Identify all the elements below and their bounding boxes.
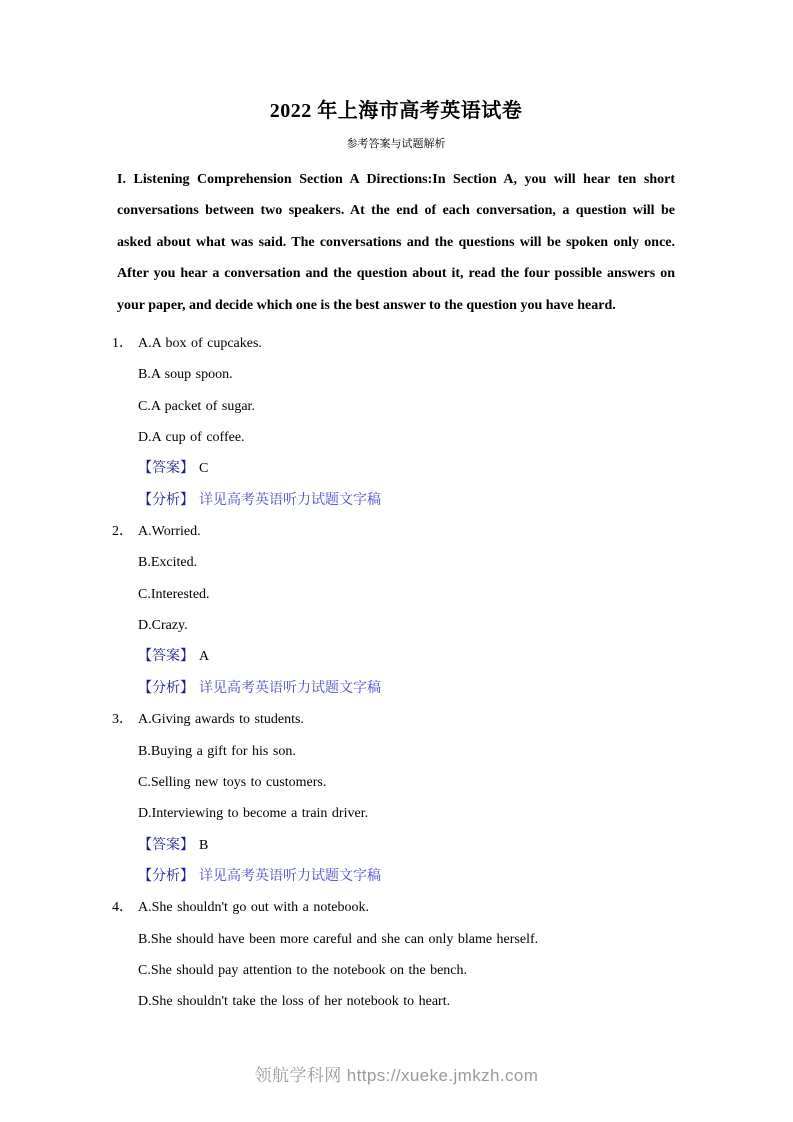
question-1-analysis-link[interactable]: 详见高考英语听力试题文字稿 — [199, 492, 381, 508]
question-4-option-d-line — [117, 986, 675, 1017]
question-2-option-c-line — [117, 579, 675, 610]
question-4-option-c-text: C.She should pay attention to the notebook on the bench. — [138, 962, 468, 978]
question-1-option-c-line — [117, 391, 675, 422]
question-1-option-d-line — [117, 422, 675, 453]
question-3-option-c-line — [117, 767, 675, 798]
question-3-option-b-line — [117, 736, 675, 767]
page-subtitle: 参考答案与试题解析 — [346, 138, 446, 150]
question-3-option-a-text: A.Giving awards to students. — [138, 712, 304, 728]
question-2-answer-line — [117, 641, 675, 672]
question-1-answer-line — [117, 453, 675, 484]
question-list — [112, 328, 675, 1018]
question-3 — [112, 704, 675, 892]
listening-directions-paragraph — [117, 164, 675, 321]
answer-label: 【答案】 — [138, 649, 194, 665]
question-3-option-d-text: D.Interviewing to become a train driver. — [138, 806, 369, 822]
question-3-analysis-link[interactable]: 详见高考英语听力试题文字稿 — [199, 868, 381, 884]
directions-line-2: conversations between two speakers. At the end of each conversation, a question will be — [117, 203, 675, 219]
question-1-option-c-text: C.A packet of sugar. — [138, 398, 255, 414]
question-1-option-b-line — [117, 359, 675, 390]
question-2-option-b-line — [117, 547, 675, 578]
question-4 — [112, 892, 675, 1017]
directions-line-4: After you hear a conversation and the question about it, read the four possible answers on — [117, 266, 675, 282]
question-2-option-d-text: D.Crazy. — [138, 618, 188, 634]
question-4-number: 4． — [112, 900, 133, 916]
question-2-analysis-link[interactable]: 详见高考英语听力试题文字稿 — [199, 680, 381, 696]
question-4-option-b-text: B.She should have been more careful and she can only blame herself. — [138, 931, 539, 947]
directions-line-3: asked about what was said. The conversations and the questions will be spoken only once. — [117, 234, 675, 250]
question-1 — [112, 328, 675, 516]
question-1-answer-value: C — [199, 461, 209, 477]
question-1-number: 1． — [112, 336, 133, 352]
question-4-option-d-text: D.She shouldn't take the loss of her notebook to heart. — [138, 994, 451, 1010]
question-3-answer-line — [117, 830, 675, 861]
answer-label: 【答案】 — [138, 837, 194, 853]
question-2-answer-value: A — [199, 649, 210, 665]
directions-line-5: your paper, and decide which one is the best answer to the question you have heard. — [117, 297, 616, 313]
footer-watermark: 领航学科网 https://xueke.jmkzh.com — [254, 1066, 539, 1085]
question-3-option-d-line — [117, 798, 675, 829]
question-2-option-a-line — [112, 516, 675, 547]
question-4-option-b-line — [117, 924, 675, 955]
question-1-option-b-text: B.A soup spoon. — [138, 367, 233, 383]
page-title: 2022 年上海市高考英语试卷 — [269, 100, 523, 122]
analysis-label: 【分析】 — [138, 868, 194, 884]
question-3-option-c-text: C.Selling new toys to customers. — [138, 774, 327, 790]
question-2-option-b-text: B.Excited. — [138, 555, 198, 571]
question-2-option-a-text: A.Worried. — [138, 524, 201, 540]
question-4-option-a-text: A.She shouldn't go out with a notebook. — [138, 900, 369, 916]
question-1-option-a-line — [112, 328, 675, 359]
question-2-number: 2． — [112, 524, 133, 540]
answer-label: 【答案】 — [138, 461, 194, 477]
question-1-option-a-text: A.A box of cupcakes. — [138, 336, 262, 352]
question-3-option-b-text: B.Buying a gift for his son. — [138, 743, 296, 759]
analysis-label: 【分析】 — [138, 492, 194, 508]
directions-line-1: I. Listening Comprehension Section A Directions:In Section A, you will hear ten short — [117, 172, 675, 187]
question-2 — [112, 516, 675, 704]
question-3-number: 3． — [112, 712, 133, 728]
question-3-answer-value: B — [199, 837, 209, 853]
question-2-option-c-text: C.Interested. — [138, 586, 210, 602]
question-1-option-d-text: D.A cup of coffee. — [138, 430, 245, 446]
question-1-analysis-line — [117, 485, 675, 516]
question-4-option-c-line — [117, 955, 675, 986]
question-4-option-a-line — [112, 892, 675, 923]
question-3-option-a-line — [112, 704, 675, 735]
question-3-analysis-line — [117, 861, 675, 892]
question-2-analysis-line — [117, 673, 675, 704]
analysis-label: 【分析】 — [138, 680, 194, 696]
question-2-option-d-line — [117, 610, 675, 641]
